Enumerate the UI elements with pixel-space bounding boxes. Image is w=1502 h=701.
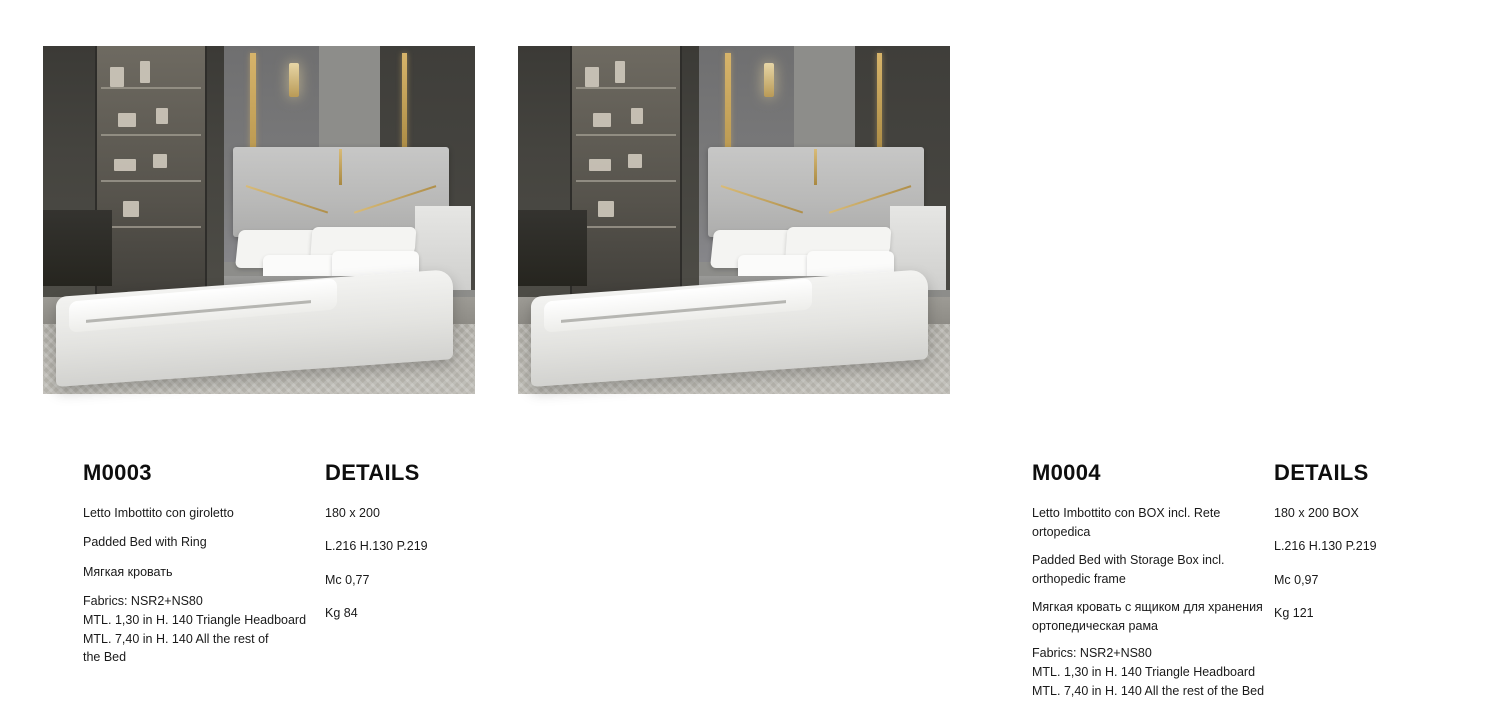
detail-weight: Kg 121 [1274, 606, 1314, 621]
gold-trim-secondary [402, 53, 407, 157]
product-specs [1032, 644, 1272, 700]
detail-weight: Kg 84 [325, 606, 358, 621]
details-title: DETAILS [1274, 460, 1369, 485]
description-russian: Мягкая кровать [83, 564, 173, 579]
bedroom-scene [43, 46, 475, 394]
product-specs [83, 592, 323, 667]
nightstand-left [43, 210, 112, 287]
spec-line: MTL. 7,40 in H. 140 All the rest of [83, 631, 269, 646]
product-description-column [1032, 460, 1272, 701]
product-details-column [325, 460, 525, 638]
product-code: M0003 [83, 460, 152, 485]
spec-line: the Bed [83, 650, 127, 665]
description-italian: Letto Imbottito con giroletto [83, 506, 234, 520]
spec-line: Fabrics: NSR2+NS80 [83, 594, 203, 609]
wall-lamp [764, 63, 774, 97]
description-italian: Letto Imbottito con BOX incl. Rete ortopedica [1032, 506, 1221, 540]
product-card-m0004 [518, 46, 1377, 698]
description-english: Padded Bed with Ring [83, 535, 207, 550]
detail-dimensions: L.216 H.130 P.219 [1274, 539, 1377, 554]
detail-volume: Mc 0,97 [1274, 572, 1319, 587]
product-image-m0004 [518, 46, 950, 394]
detail-volume: Mc 0,77 [325, 572, 370, 587]
wall-lamp [289, 63, 299, 97]
spec-line: MTL. 7,40 in H. 140 All the rest of the Bed [1032, 683, 1265, 698]
detail-dimensions: L.216 H.130 P.219 [325, 539, 428, 554]
description-russian: Мягкая кровать с ящиком для хранения ортопедическая рама [1032, 599, 1263, 633]
spec-line: MTL. 1,30 in H. 140 Triangle Headboard [1032, 665, 1256, 679]
description-english: Padded Bed with Storage Box incl. orthopedic frame [1032, 552, 1225, 587]
product-card-m0003 [43, 46, 475, 665]
details-title: DETAILS [325, 460, 420, 485]
gold-trim-secondary [877, 53, 882, 157]
detail-size: 180 x 200 [325, 506, 380, 520]
bedroom-scene [518, 46, 950, 394]
nightstand-left [518, 210, 587, 287]
spec-line: MTL. 1,30 in H. 140 Triangle Headboard [83, 612, 307, 627]
detail-size: 180 x 200 BOX [1274, 506, 1359, 520]
product-description-column [83, 460, 323, 667]
product-image-m0003 [43, 46, 475, 394]
product-details-column [1274, 460, 1474, 638]
spec-line: Fabrics: NSR2+NS80 [1032, 646, 1152, 661]
product-code: M0004 [1032, 460, 1101, 485]
